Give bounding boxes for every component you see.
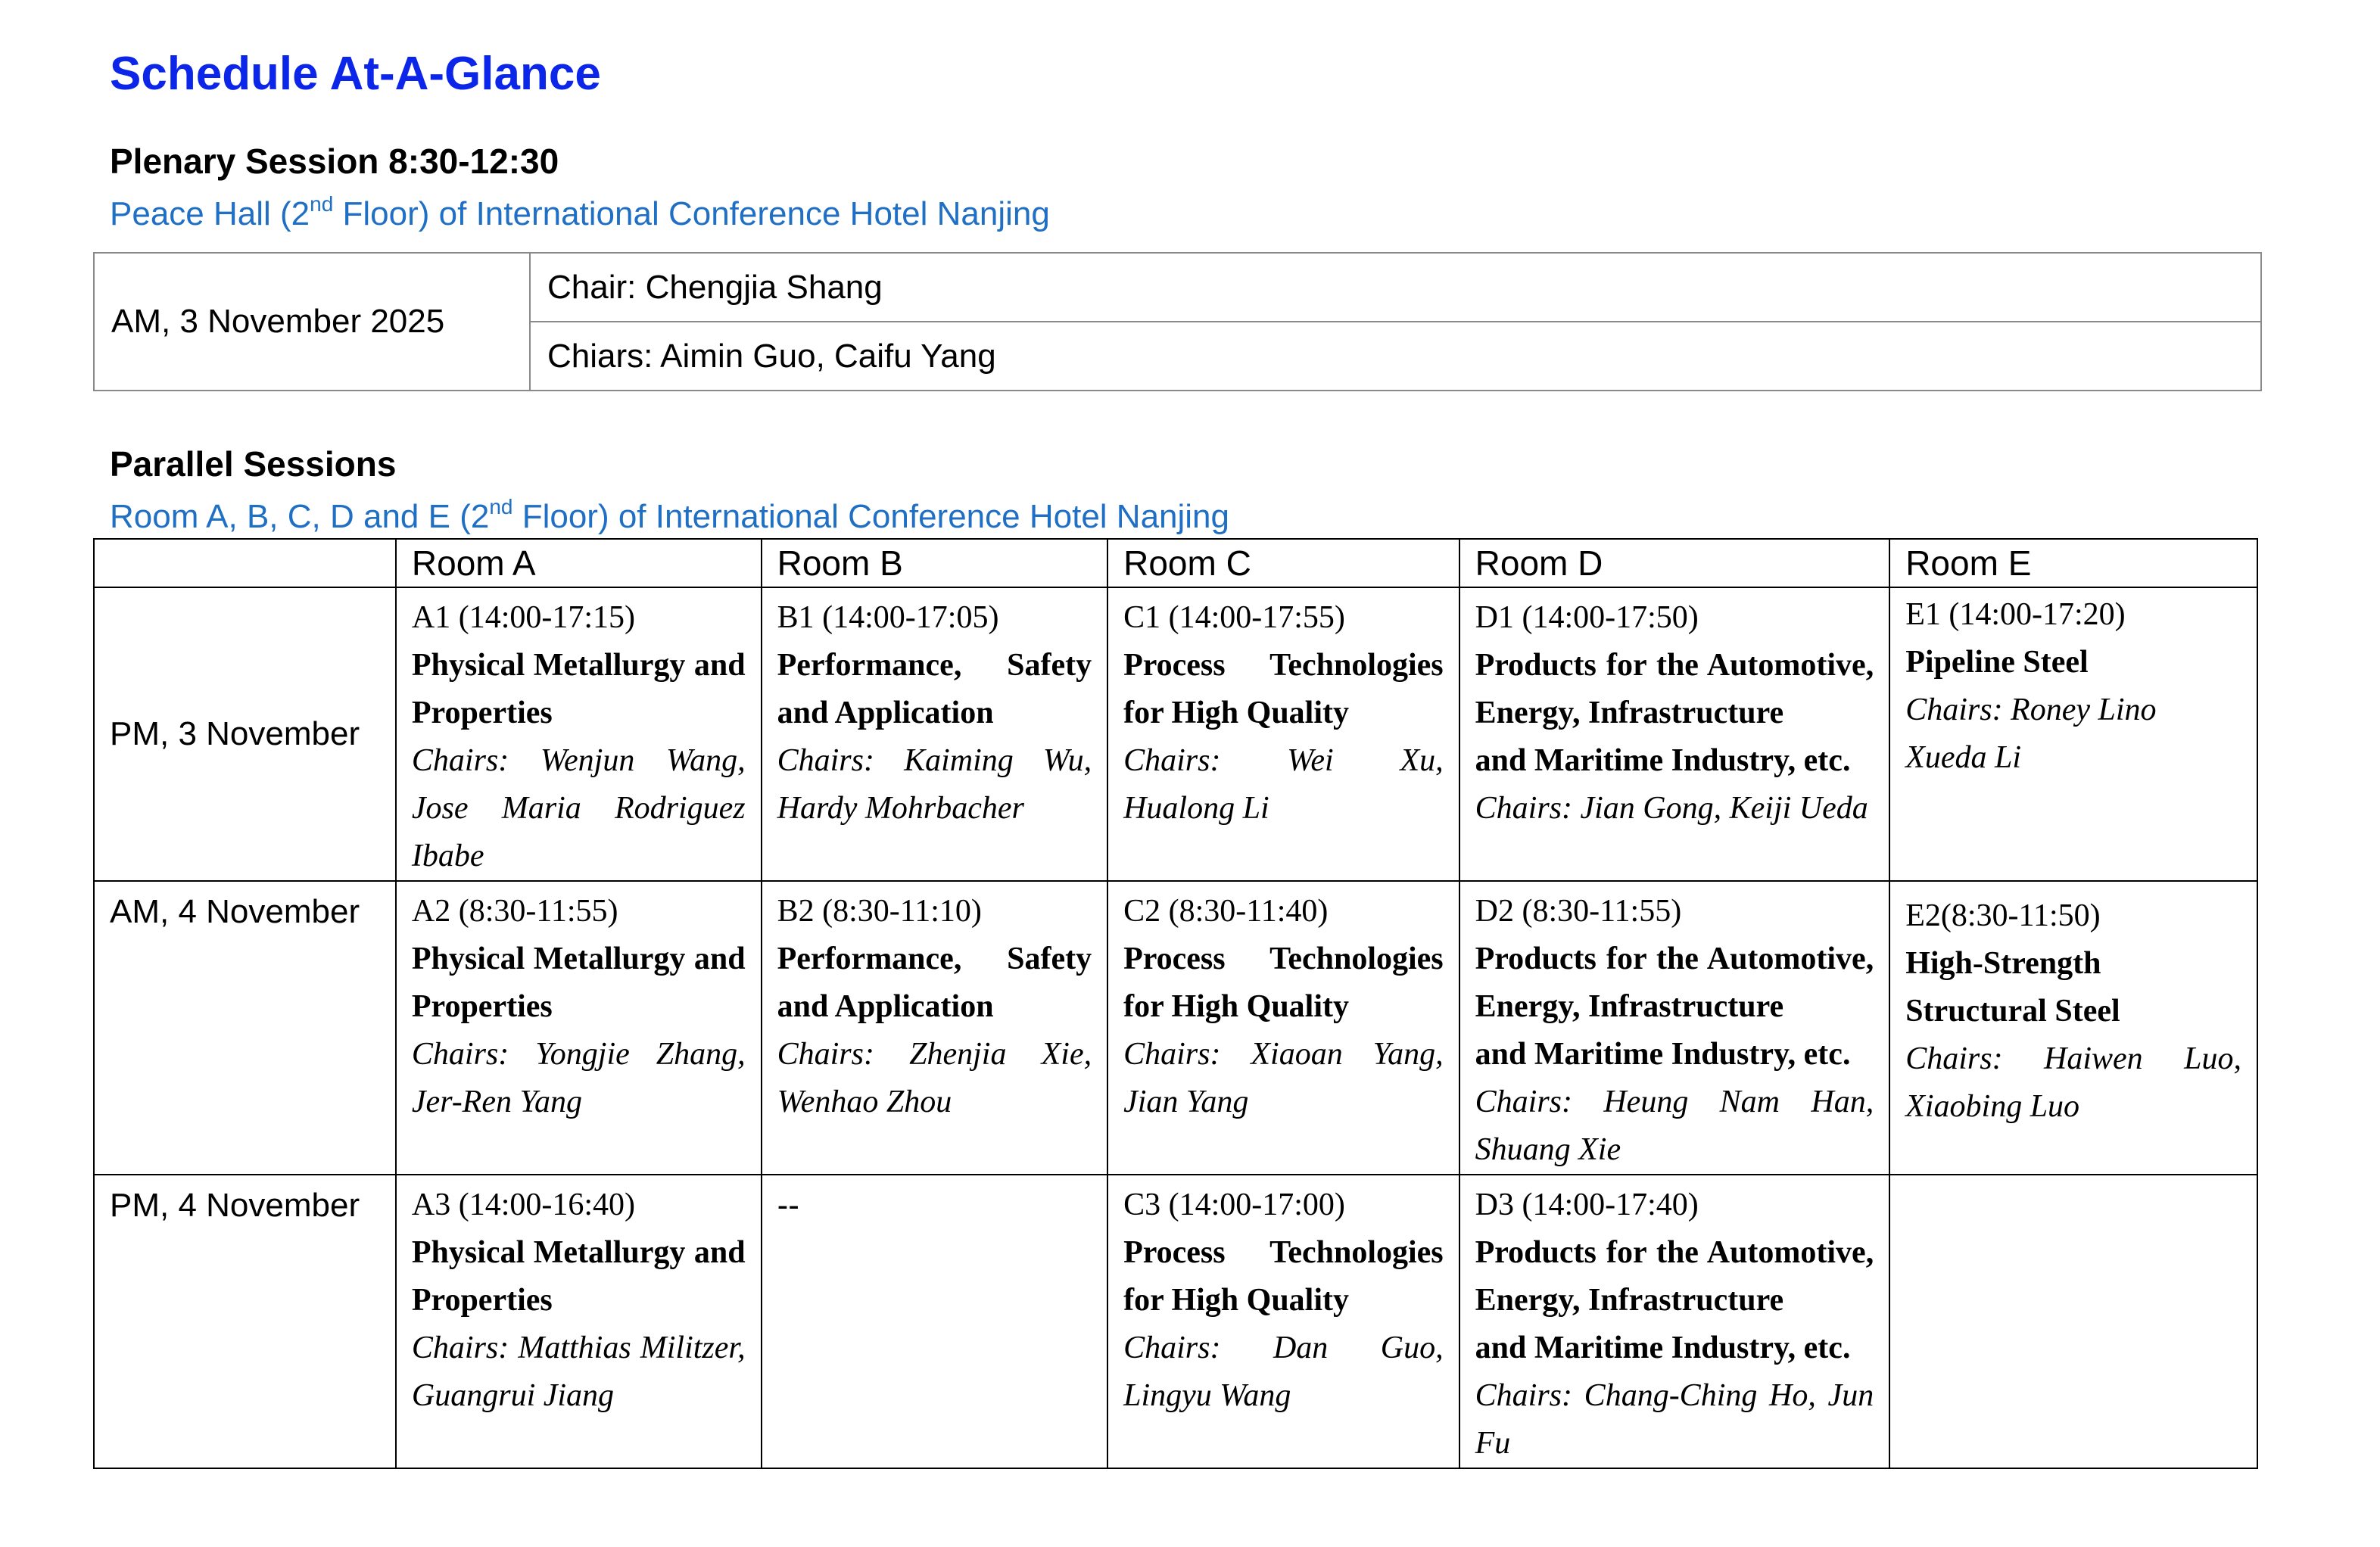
session-cell xyxy=(762,881,1107,1175)
session-cell xyxy=(1107,881,1459,1175)
session-chairs: Chairs: Wei Xu, Hualong Li xyxy=(1123,743,1444,826)
session-title-continued: and Maritime Industry, etc. xyxy=(1475,1331,1851,1365)
session-chairs-continued: Xueda Li xyxy=(1905,740,2022,775)
table-row xyxy=(94,1175,2257,1468)
session-title-continued: and Maritime Industry, etc. xyxy=(1475,1037,1851,1072)
parallel-heading: Parallel Sessions xyxy=(110,444,397,484)
session-chairs: Chairs: Chang-Ching Ho, Jun Fu xyxy=(1475,1378,1874,1461)
session-chairs: Chairs: Zhenjia Xie, Wenhao Zhou xyxy=(777,1037,1092,1119)
session-chairs: Chairs: Kaiming Wu, Hardy Mohrbacher xyxy=(777,743,1092,826)
session-cell xyxy=(396,881,762,1175)
session-code: C1 (14:00-17:55) xyxy=(1123,600,1345,635)
session-title: Performance, Safety and Application xyxy=(777,942,1092,1024)
session-chairs: Chairs: Heung Nam Han, Shuang Xie xyxy=(1475,1085,1874,1167)
session-code: D2 (8:30-11:55) xyxy=(1475,894,1682,929)
plenary-co-chairs: Chiars: Aimin Guo, Caifu Yang xyxy=(530,322,2261,391)
session-title: Pipeline Steel xyxy=(1905,645,2089,680)
session-cell xyxy=(1459,587,1890,881)
header-room-e: Room E xyxy=(1889,539,2257,587)
row-label: AM, 4 November xyxy=(94,881,396,1175)
session-chairs: Chairs: Matthias Militzer, Guangrui Jiang xyxy=(411,1331,746,1413)
session-title: High-Strength Structural Steel xyxy=(1905,946,2120,1029)
table-row xyxy=(94,881,2257,1175)
table-header-row xyxy=(94,539,2257,587)
page-title: Schedule At-A-Glance xyxy=(110,48,601,100)
session-title: Physical Metallurgy and Properties xyxy=(411,1235,746,1318)
session-code: E1 (14:00-17:20) xyxy=(1905,597,2126,632)
session-cell xyxy=(1459,881,1890,1175)
header-room-b: Room B xyxy=(762,539,1107,587)
parallel-venue: Room A, B, C, D and E (2nd Floor) of International Conference Hotel Nanjing xyxy=(110,495,1229,535)
plenary-date: AM, 3 November 2025 xyxy=(94,253,530,391)
plenary-venue: Peace Hall (2nd Floor) of International Conference Hotel Nanjing xyxy=(110,192,1050,232)
session-cell xyxy=(762,587,1107,881)
header-room-a: Room A xyxy=(396,539,762,587)
session-title: Performance, Safety and Application xyxy=(777,648,1092,730)
session-code: B2 (8:30-11:10) xyxy=(777,894,982,929)
session-chairs: Chairs: Xiaoan Yang, Jian Yang xyxy=(1123,1037,1444,1119)
session-chairs: Chairs: Dan Guo, Lingyu Wang xyxy=(1123,1331,1444,1413)
session-cell xyxy=(1889,587,2257,881)
session-title: Products for the Automotive, Energy, Infrastructure xyxy=(1475,1235,1874,1318)
row-label: PM, 4 November xyxy=(94,1175,396,1468)
session-cell xyxy=(1107,587,1459,881)
table-row xyxy=(94,587,2257,881)
session-code: C3 (14:00-17:00) xyxy=(1123,1187,1345,1222)
plenary-chair: Chair: Chengjia Shang xyxy=(530,253,2261,322)
session-cell xyxy=(1459,1175,1890,1468)
session-cell xyxy=(762,1175,1107,1468)
session-title: Process Technologies for High Quality xyxy=(1123,648,1444,730)
plenary-table xyxy=(93,252,2262,391)
session-code: E2(8:30-11:50) xyxy=(1905,898,2101,933)
header-room-c: Room C xyxy=(1107,539,1459,587)
session-title-continued: and Maritime Industry, etc. xyxy=(1475,743,1851,778)
session-title: Process Technologies for High Quality xyxy=(1123,942,1444,1024)
plenary-heading: Plenary Session 8:30-12:30 xyxy=(110,142,559,181)
session-cell xyxy=(1889,881,2257,1175)
row-label: PM, 3 November xyxy=(94,587,396,881)
session-chairs: Chairs: Yongjie Zhang, Jer-Ren Yang xyxy=(411,1037,746,1119)
session-chairs: Chairs: Jian Gong, Keiji Ueda xyxy=(1475,791,1868,826)
parallel-sessions-table xyxy=(93,538,2258,1469)
session-title: Physical Metallurgy and Properties xyxy=(411,648,746,730)
session-title: Physical Metallurgy and Properties xyxy=(411,942,746,1024)
session-title: Process Technologies for High Quality xyxy=(1123,1235,1444,1318)
session-code: D1 (14:00-17:50) xyxy=(1475,600,1699,635)
empty-session-dash: -- xyxy=(777,1187,799,1224)
session-code: C2 (8:30-11:40) xyxy=(1123,894,1329,929)
session-chairs: Chairs: Wenjun Wang, Jose Maria Rodriguez Ibabe xyxy=(411,743,746,873)
header-empty-cell xyxy=(94,539,396,587)
session-code: A3 (14:00-16:40) xyxy=(411,1187,636,1222)
session-chairs: Chairs: Haiwen Luo, Xiaobing Luo xyxy=(1905,1041,2241,1124)
session-code: A2 (8:30-11:55) xyxy=(411,894,618,929)
session-title: Products for the Automotive, Energy, Infrastructure xyxy=(1475,648,1874,730)
session-code: A1 (14:00-17:15) xyxy=(411,600,636,635)
empty-session-cell xyxy=(1889,1175,2257,1468)
session-code: B1 (14:00-17:05) xyxy=(777,600,999,635)
session-title: Products for the Automotive, Energy, Infrastructure xyxy=(1475,942,1874,1024)
session-cell xyxy=(396,587,762,881)
session-chairs: Chairs: Roney Lino xyxy=(1905,693,2157,727)
session-cell xyxy=(396,1175,762,1468)
session-code: D3 (14:00-17:40) xyxy=(1475,1187,1699,1222)
session-cell xyxy=(1107,1175,1459,1468)
header-room-d: Room D xyxy=(1459,539,1890,587)
